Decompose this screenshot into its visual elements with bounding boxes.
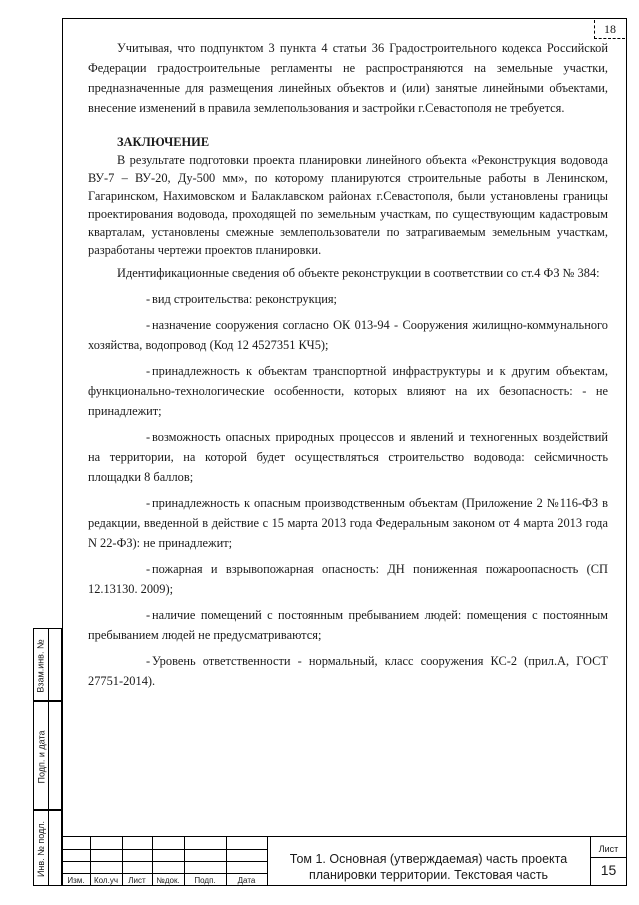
list-dash: - [146, 318, 151, 332]
list-dash: - [146, 430, 151, 444]
side-stamp-vzam [33, 628, 62, 701]
side-label-podp: Подп. и дата [36, 729, 47, 784]
list-item: - пожарная и взрывопожарная опасность: ДН пониженная пожароопасность (СП 12.13130. 2009); [88, 559, 608, 599]
section-heading: ЗАКЛЮЧЕНИЕ [117, 135, 210, 149]
sheet-label: Лист [598, 844, 619, 854]
document-title: Том 1. Основная (утверждаемая) часть проекта планировки территории. Текстовая часть [289, 852, 568, 882]
side-stamp-podp [33, 701, 62, 810]
list-item: - назначение сооружения согласно ОК 013-94 - Сооружения жилищно-коммунального хозяйства, водопровод (Код 12 4527351 КЧ5); [88, 315, 608, 355]
intro-paragraph: Учитывая, что подпунктом 3 пункта 4 статьи 36 Градостроительного кодекса Российской Федерации градостроительные регламенты не распространяются на земельные участки, предназначенные для размещения линейных объектов и (или) занятые линейными объектами, внесение изменений в правила землепользования и застройки г.Севастополя не требуется. [88, 41, 608, 115]
list-dash: - [146, 654, 151, 668]
sheet-number: 15 [600, 862, 617, 878]
page-marker: 18 [594, 20, 625, 39]
conclusion-paragraph: В результате подготовки проекта планировки линейного объекта «Реконструкция водовода ВУ-7 – ВУ-20, Ду-500 мм», по которому планируются строительные работы в Ленинском, Гагаринском, Нахимовском и Балаклавском районах г.Севастополя, были установлены границы проектирования водовода, проходящей по земельным участкам, по существующим кадастровым кварталам, установлены смежные землепользователи по затрагиваемым земельным участкам, разработаны чертежи проектов планировки. [88, 153, 608, 257]
list-dash: - [146, 562, 151, 576]
tb-label-ndok: №док. [156, 876, 180, 885]
list-dash: - [146, 364, 151, 378]
list-dash: - [146, 608, 151, 622]
list-dash: - [146, 496, 151, 510]
tb-label-data: Дата [237, 876, 256, 885]
list-item: - принадлежность к объектам транспортной инфраструктуры и к другим объектам, функционально-технологические особенности, которых влияют на их безопасность: - не принадлежит; [88, 361, 608, 421]
list-dash: - [146, 292, 151, 306]
tb-label-koluch: Кол.уч [94, 876, 118, 885]
ident-paragraph: Идентификационные сведения об объекте реконструкции в соответствии со ст.4 ФЗ № 384: [117, 266, 600, 280]
document-body [88, 38, 608, 691]
list-item: - Уровень ответственности - нормальный, класс сооружения КС-2 (прил.А, ГОСТ 27751-2014). [88, 651, 608, 691]
list-item: - вид строительства: реконструкция; [88, 289, 608, 309]
side-label-inv: Инв. № подл. [36, 820, 46, 878]
side-label-vzam: Взам.инв. № [36, 638, 47, 693]
list-item: - возможность опасных природных процессов и явлений и техногенных воздействий на территории, на которой будет осуществляться строительство водовода: сейсмичность площадки 8 баллов; [88, 427, 608, 487]
list-item: - наличие помещений с постоянным пребыванием людей: помещения с постоянным пребыванием людей не предусматриваются; [88, 605, 608, 645]
tb-label-list: Лист [128, 876, 146, 885]
tb-label-podp: Подп. [194, 876, 216, 885]
list-item: - принадлежность к опасным производственным объектам (Приложение 2 №116-ФЗ в редакции, введенной в действие с 15 марта 2013 года Федеральным законом от 4 марта 2013 года N 22-ФЗ): не принадлежит; [88, 493, 608, 553]
tb-label-izm: Изм. [67, 876, 85, 885]
side-stamp-inv [33, 810, 62, 886]
